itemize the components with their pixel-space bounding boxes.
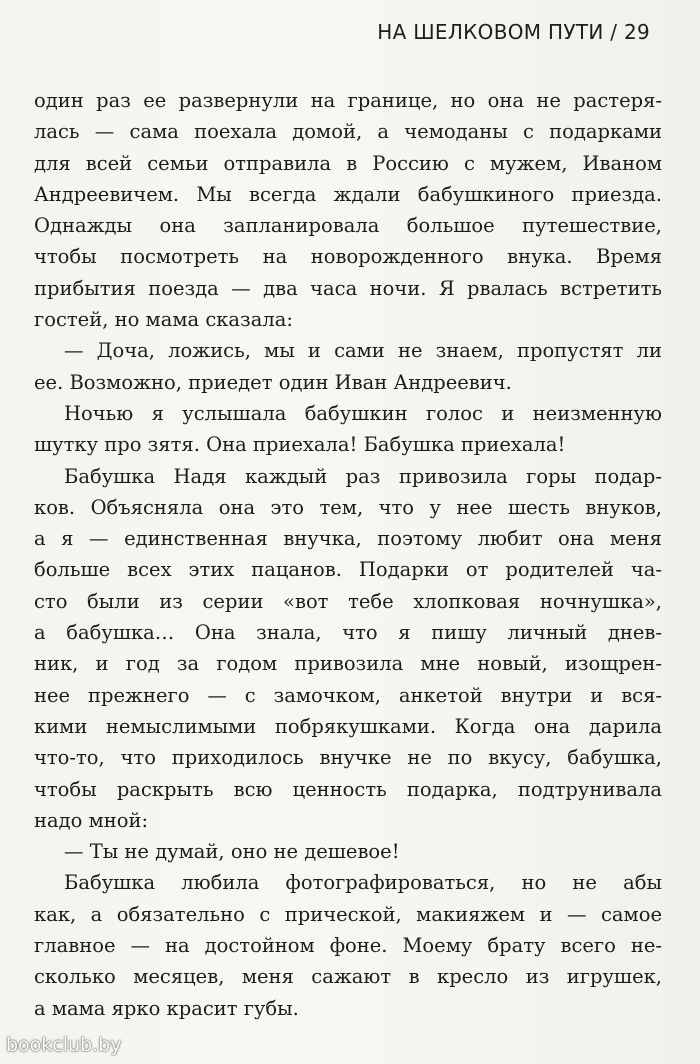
running-head: НА ШЕЛКОВОМ ПУТИ / 29 (377, 20, 650, 44)
text-line: для всей семьи отправила в Россию с мужем, Иваном (34, 151, 662, 175)
text-line: гостей, но мама сказала: (34, 308, 293, 332)
paragraph-start-line: Бабушка Надя каждый раз привозила горы подар- (64, 464, 662, 488)
body-text (34, 85, 662, 1024)
paragraph-start-line: Ночью я услышала бабушкин голос и неизменную (64, 401, 662, 425)
text-line: чтобы посмотреть на новорожденного внука. Время (34, 245, 662, 269)
text-line: один раз ее развернули на границе, но она не растеря- (34, 89, 662, 112)
dialogue-line: — Доча, ложись, мы и сами не знаем, пропустят ли (64, 339, 662, 363)
text-line: а я — единственная внучка, поэтому любит она меня (34, 527, 662, 551)
dialogue-line: — Ты не думай, оно не дешевое! (64, 840, 400, 864)
text-line: больше всех этих пацанов. Подарки от родителей ча- (34, 558, 662, 582)
text-line: сто были из серии «вот тебе хлопковая ночнушка», (34, 589, 662, 613)
text-line: а мама ярко красит губы. (34, 996, 299, 1020)
text-line: чтобы раскрыть всю ценность подарка, подтрунивала (34, 777, 662, 801)
text-line: что-то, что приходилось внучке не по вкусу, бабушка, (34, 746, 662, 770)
text-line: нее прежнего — с замочком, анкетой внутри и вся- (34, 683, 662, 707)
text-line: ее. Возможно, приедет один Иван Андреевич. (34, 370, 512, 394)
text-line: а бабушка… Она знала, что я пишу личный днев- (34, 621, 662, 645)
text-line: шутку про зятя. Она приехала! Бабушка приехала! (34, 433, 566, 457)
text-line: Андреевичем. Мы всегда ждали бабушкиного приезда. (34, 182, 662, 206)
text-line: ков. Объясняла она это тем, что у нее шесть внуков, (34, 495, 662, 519)
text-line: лась — сама поехала домой, а чемоданы с подарками (34, 120, 662, 144)
text-line: прибытия поезда — два часа ночи. Я рвалась встретить (34, 276, 662, 300)
text-line: главное — на достойном фоне. Моему брату всего не- (34, 934, 662, 958)
paragraph-start-line: Бабушка любила фотографироваться, но не абы (64, 871, 662, 895)
text-line: ник, и год за годом привозила мне новый, изощрен- (34, 652, 662, 676)
text-line: Однажды она запланировала большое путешествие, (34, 214, 662, 238)
text-line: как, а обязательно с прической, макияжем и — самое (34, 902, 662, 926)
text-line: кими немыслимыми побрякушками. Когда она дарила (34, 714, 662, 738)
text-line: надо мной: (34, 808, 149, 832)
site-watermark: bookclub.by (6, 1034, 122, 1056)
text-line: сколько месяцев, меня сажают в кресло из игрушек, (34, 965, 662, 989)
